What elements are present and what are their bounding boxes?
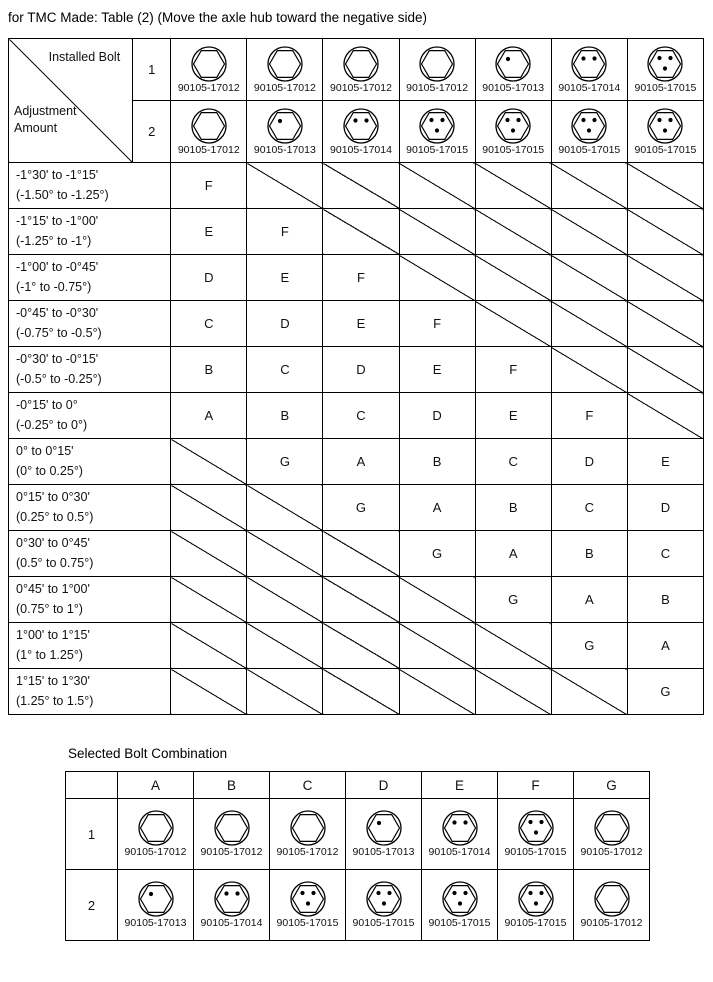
not-applicable-cell: [399, 209, 475, 255]
combination-letter-cell: A: [399, 485, 475, 531]
combination-letter-cell: A: [171, 393, 247, 439]
not-applicable-cell: [551, 255, 627, 301]
combination-letter-cell: D: [551, 439, 627, 485]
not-applicable-cell: [171, 485, 247, 531]
combination-letter-cell: F: [171, 163, 247, 209]
selected-table-corner-cell: [66, 772, 118, 799]
bolt-part-number: 90105-17015: [276, 917, 339, 930]
combination-column-header: C: [270, 772, 346, 799]
bolt-marking-dot: [669, 118, 673, 122]
not-applicable-cell: [171, 669, 247, 715]
bolt-marking-dot: [353, 118, 357, 122]
not-applicable-cell: [323, 209, 399, 255]
installed-bolt-label: Installed Bolt: [48, 50, 121, 64]
adjustment-row: [9, 439, 704, 485]
bolt-head-icon: [438, 880, 482, 918]
combination-letter-cell: E: [247, 255, 323, 301]
bolt-marking-dot: [533, 831, 537, 835]
bolt-part-number: 90105-17015: [406, 143, 469, 156]
combination-letter-cell: F: [323, 255, 399, 301]
adjustment-range-label: [9, 163, 171, 209]
bolt-marking-dot: [533, 902, 537, 906]
bolt-marking-dot: [463, 821, 467, 825]
adjustment-range-line2: (-0.25° to 0°): [16, 417, 88, 432]
bolt-marking-dot: [429, 118, 433, 122]
adjustment-range-line1: 0° to 0°15': [16, 444, 74, 459]
adjustment-row: [9, 531, 704, 577]
not-applicable-cell: [475, 163, 551, 209]
bolt-cell: [475, 101, 551, 163]
not-applicable-cell: [171, 623, 247, 669]
bolt-marking-dot: [435, 128, 439, 132]
combination-column-header: B: [194, 772, 270, 799]
adjustment-range-label: [9, 301, 171, 347]
adjustment-range-label: [9, 209, 171, 255]
installed-bolt-row-number: 1: [133, 39, 171, 101]
bolt-head-icon: [438, 809, 482, 847]
selected-row-number: 1: [66, 799, 118, 870]
combination-letter-cell: E: [399, 347, 475, 393]
not-applicable-cell: [475, 623, 551, 669]
combination-letter-cell: G: [399, 531, 475, 577]
not-applicable-cell: [551, 301, 627, 347]
selected-table-header-row: [66, 772, 650, 799]
bolt-cell: [270, 799, 346, 870]
bolt-cell: [574, 799, 650, 870]
bolt-head-icon: [210, 880, 254, 918]
bolt-cell: [247, 39, 323, 101]
combination-letter-cell: C: [627, 531, 703, 577]
bolt-head-icon: [590, 880, 634, 918]
combination-column-header: G: [574, 772, 650, 799]
bolt-marking-dot: [311, 891, 315, 895]
bolt-head-icon: [134, 809, 178, 847]
adjustment-range-line1: 0°15' to 0°30': [16, 490, 90, 505]
adjustment-row: [9, 301, 704, 347]
adjustment-range-line2: (-1.25° to -1°): [16, 233, 92, 248]
adjustment-range-line1: 0°45' to 1°00': [16, 582, 90, 597]
bolt-head-icon: [187, 45, 231, 83]
bolt-marking-dot: [539, 820, 543, 824]
bolt-head-icon: [590, 809, 634, 847]
bolt-part-number: 90105-17012: [330, 81, 392, 94]
bolt-head-icon: [567, 45, 611, 83]
bolt-cell: [194, 799, 270, 870]
bolt-part-number: 90105-17012: [253, 81, 316, 94]
not-applicable-cell: [551, 669, 627, 715]
not-applicable-cell: [247, 485, 323, 531]
not-applicable-cell: [399, 163, 475, 209]
combination-letter-cell: A: [551, 577, 627, 623]
combination-letter-cell: A: [627, 623, 703, 669]
combination-letter-cell: B: [627, 577, 703, 623]
combination-letter-cell: G: [627, 669, 703, 715]
not-applicable-cell: [627, 301, 703, 347]
bolt-cell: [399, 39, 475, 101]
bolt-marking-dot: [587, 128, 591, 132]
not-applicable-cell: [627, 163, 703, 209]
combination-letter-cell: C: [171, 301, 247, 347]
bolt-marking-dot: [658, 56, 662, 60]
not-applicable-cell: [475, 301, 551, 347]
not-applicable-cell: [551, 347, 627, 393]
bolt-marking-dot: [452, 891, 456, 895]
bolt-head-icon: [514, 880, 558, 918]
adjustment-range-label: [9, 531, 171, 577]
not-applicable-cell: [247, 577, 323, 623]
bolt-cell: [118, 870, 194, 941]
bolt-part-number: 90105-17012: [580, 846, 643, 859]
bolt-marking-dot: [305, 902, 309, 906]
bolt-marking-dot: [593, 118, 597, 122]
adjustment-table: [8, 38, 704, 715]
combination-letter-cell: B: [171, 347, 247, 393]
combination-letter-cell: B: [551, 531, 627, 577]
bolt-cell: [247, 101, 323, 163]
bolt-head-icon: [134, 880, 178, 918]
adjustment-range-line2: (0.75° to 1°): [16, 601, 83, 616]
adjustment-range-line2: (0.25° to 0.5°): [16, 509, 94, 524]
combination-letter-cell: C: [323, 393, 399, 439]
bolt-marking-dot: [582, 118, 586, 122]
adjustment-range-line2: (-1.50° to -1.25°): [16, 187, 109, 202]
adjustment-range-label: [9, 669, 171, 715]
adjustment-row: [9, 485, 704, 531]
bolt-head-icon: [567, 107, 611, 145]
adjustment-range-line2: (1.25° to 1.5°): [16, 693, 94, 708]
bolt-head-icon: [286, 809, 330, 847]
adjustment-range-line1: -1°00' to -0°45': [16, 260, 99, 275]
bolt-part-number: 90105-17015: [428, 917, 491, 930]
not-applicable-cell: [323, 531, 399, 577]
bolt-part-number: 90105-17015: [558, 143, 621, 156]
adjustment-row: [9, 209, 704, 255]
adjustment-range-label: [9, 577, 171, 623]
not-applicable-cell: [247, 623, 323, 669]
combination-letter-cell: D: [323, 347, 399, 393]
combination-letter-cell: C: [551, 485, 627, 531]
bolt-part-number: 90105-17015: [634, 81, 697, 94]
bolt-marking-dot: [440, 118, 444, 122]
not-applicable-cell: [627, 393, 703, 439]
combination-letter-cell: E: [323, 301, 399, 347]
not-applicable-cell: [323, 623, 399, 669]
adjustment-range-line2: (0° to 0.25°): [16, 463, 83, 478]
adjustment-range-line1: 0°30' to 0°45': [16, 536, 90, 551]
bolt-marking-dot: [658, 118, 662, 122]
combination-column-header: F: [498, 772, 574, 799]
combination-letter-cell: D: [627, 485, 703, 531]
selected-bolt-row: [66, 870, 650, 941]
adjustment-range-line1: -0°15' to 0°: [16, 398, 78, 413]
not-applicable-cell: [323, 163, 399, 209]
bolt-marking-dot: [528, 820, 532, 824]
not-applicable-cell: [551, 163, 627, 209]
adjustment-range-label: [9, 485, 171, 531]
bolt-cell: [498, 799, 574, 870]
selected-bolt-row: [66, 799, 650, 870]
bolt-head-icon: [263, 107, 307, 145]
bolt-cell: [574, 870, 650, 941]
adjustment-range-line2: (1° to 1.25°): [16, 647, 83, 662]
bolt-marking-dot: [278, 119, 282, 123]
bolt-cell: [551, 39, 627, 101]
bolt-part-number: 90105-17015: [504, 917, 567, 930]
bolt-cell: [551, 101, 627, 163]
not-applicable-cell: [399, 669, 475, 715]
bolt-cell: [118, 799, 194, 870]
bolt-marking-dot: [376, 821, 380, 825]
combination-letter-cell: E: [475, 393, 551, 439]
combination-letter-cell: C: [475, 439, 551, 485]
adjustment-row: [9, 577, 704, 623]
combination-letter-cell: F: [399, 301, 475, 347]
bolt-marking-dot: [300, 891, 304, 895]
not-applicable-cell: [475, 209, 551, 255]
bolt-head-icon: [643, 45, 687, 83]
bolt-part-number: 90105-17012: [177, 81, 240, 94]
bolt-marking-dot: [452, 821, 456, 825]
bolt-cell: [270, 870, 346, 941]
not-applicable-cell: [627, 209, 703, 255]
combination-letter-cell: B: [399, 439, 475, 485]
bolt-head-icon: [514, 809, 558, 847]
bolt-cell: [346, 799, 422, 870]
bolt-cell: [498, 870, 574, 941]
bolt-cell: [627, 101, 703, 163]
combination-column-header: E: [422, 772, 498, 799]
adjustment-row: [9, 255, 704, 301]
page-title: for TMC Made: Table (2) (Move the axle hub toward the negative side): [8, 10, 427, 25]
combination-letter-cell: G: [475, 577, 551, 623]
not-applicable-cell: [399, 623, 475, 669]
adjustment-range-line1: 1°00' to 1°15': [16, 628, 90, 643]
bolt-cell: [323, 39, 399, 101]
combination-letter-cell: G: [323, 485, 399, 531]
bolt-part-number: 90105-17012: [200, 846, 263, 859]
combination-letter-cell: B: [247, 393, 323, 439]
bolt-marking-dot: [528, 891, 532, 895]
bolt-cell: [171, 101, 247, 163]
bolt-part-number: 90105-17012: [580, 917, 643, 930]
not-applicable-cell: [475, 255, 551, 301]
bolt-marking-dot: [381, 902, 385, 906]
combination-letter-cell: F: [247, 209, 323, 255]
bolt-head-icon: [187, 107, 231, 145]
bolt-cell: [323, 101, 399, 163]
bolt-head-icon: [362, 880, 406, 918]
bolt-marking-dot: [593, 56, 597, 60]
adjustment-range-line1: -1°30' to -1°15': [16, 168, 99, 183]
bolt-part-number: 90105-17015: [634, 143, 697, 156]
bolt-part-number: 90105-17015: [504, 846, 567, 859]
bolt-marking-dot: [506, 57, 510, 61]
bolt-cell: [475, 39, 551, 101]
bolt-cell: [194, 870, 270, 941]
bolt-head-icon: [210, 809, 254, 847]
bolt-marking-dot: [148, 892, 152, 896]
not-applicable-cell: [399, 577, 475, 623]
bolt-marking-dot: [376, 891, 380, 895]
bolt-marking-dot: [669, 56, 673, 60]
not-applicable-cell: [627, 255, 703, 301]
combination-letter-cell: D: [171, 255, 247, 301]
bolt-marking-dot: [457, 902, 461, 906]
combination-letter-cell: F: [551, 393, 627, 439]
bolt-marking-dot: [463, 891, 467, 895]
bolt-part-number: 90105-17013: [352, 846, 415, 859]
adjustment-row: [9, 623, 704, 669]
adjustment-range-line1: 1°15' to 1°30': [16, 674, 90, 689]
bolt-marking-dot: [539, 891, 543, 895]
selected-table-title: Selected Bolt Combination: [68, 746, 228, 761]
not-applicable-cell: [399, 255, 475, 301]
selected-row-number: 2: [66, 870, 118, 941]
bolt-part-number: 90105-17014: [330, 143, 392, 156]
combination-letter-cell: D: [399, 393, 475, 439]
adjustment-range-line2: (-0.5° to -0.25°): [16, 371, 102, 386]
bolt-part-number: 90105-17015: [482, 143, 545, 156]
bolt-head-icon: [491, 45, 535, 83]
combination-letter-cell: C: [247, 347, 323, 393]
bolt-marking-dot: [364, 118, 368, 122]
bolt-cell: [399, 101, 475, 163]
bolt-cell: [422, 870, 498, 941]
adjustment-row: [9, 669, 704, 715]
adjustment-range-line2: (-0.75° to -0.5°): [16, 325, 102, 340]
combination-letter-cell: F: [475, 347, 551, 393]
adjustment-range-label: [9, 393, 171, 439]
bolt-part-number: 90105-17012: [406, 81, 469, 94]
bolt-head-icon: [339, 45, 383, 83]
bolt-marking-dot: [387, 891, 391, 895]
adjustment-range-label: [9, 255, 171, 301]
adjustment-range-line1: -1°15' to -1°00': [16, 214, 99, 229]
adjustment-range-label: [9, 439, 171, 485]
bolt-head-icon: [415, 45, 459, 83]
combination-letter-cell: A: [475, 531, 551, 577]
bolt-part-number: 90105-17012: [124, 846, 187, 859]
bolt-marking-dot: [224, 892, 228, 896]
adjustment-amount-label: Adjustment Amount: [14, 104, 77, 136]
bolt-head-icon: [286, 880, 330, 918]
not-applicable-cell: [323, 669, 399, 715]
adjustment-range-line1: -0°30' to -0°15': [16, 352, 99, 367]
combination-column-header: D: [346, 772, 422, 799]
not-applicable-cell: [247, 669, 323, 715]
adjustment-range-line2: (0.5° to 0.75°): [16, 555, 94, 570]
corner-cell: [9, 39, 133, 163]
bolt-head-icon: [643, 107, 687, 145]
selected-bolt-table: [65, 771, 650, 941]
adjustment-row: [9, 393, 704, 439]
bolt-marking-dot: [582, 56, 586, 60]
bolt-part-number: 90105-17014: [200, 917, 263, 930]
bolt-part-number: 90105-17014: [428, 846, 491, 859]
not-applicable-cell: [323, 577, 399, 623]
not-applicable-cell: [247, 531, 323, 577]
combination-letter-cell: B: [475, 485, 551, 531]
not-applicable-cell: [247, 163, 323, 209]
bolt-head-icon: [415, 107, 459, 145]
bolt-cell: [346, 870, 422, 941]
bolt-marking-dot: [235, 892, 239, 896]
adjustment-range-label: [9, 347, 171, 393]
bolt-marking-dot: [506, 118, 510, 122]
bolt-cell: [171, 39, 247, 101]
combination-column-header: A: [118, 772, 194, 799]
installed-bolt-row: [9, 39, 704, 101]
bolt-head-icon: [491, 107, 535, 145]
combination-letter-cell: G: [551, 623, 627, 669]
bolt-head-icon: [339, 107, 383, 145]
adjustment-row: [9, 347, 704, 393]
not-applicable-cell: [627, 347, 703, 393]
bolt-head-icon: [263, 45, 307, 83]
bolt-part-number: 90105-17013: [482, 81, 545, 94]
bolt-marking-dot: [511, 128, 515, 132]
not-applicable-cell: [551, 209, 627, 255]
bolt-marking-dot: [663, 66, 667, 70]
adjustment-range-line1: -0°45' to -0°30': [16, 306, 99, 321]
combination-letter-cell: A: [323, 439, 399, 485]
combination-letter-cell: E: [627, 439, 703, 485]
bolt-part-number: 90105-17014: [558, 81, 621, 94]
bolt-marking-dot: [663, 128, 667, 132]
bolt-part-number: 90105-17012: [276, 846, 339, 859]
bolt-head-icon: [362, 809, 406, 847]
not-applicable-cell: [171, 439, 247, 485]
combination-letter-cell: G: [247, 439, 323, 485]
bolt-marking-dot: [517, 118, 521, 122]
not-applicable-cell: [171, 577, 247, 623]
bolt-cell: [422, 799, 498, 870]
bolt-part-number: 90105-17012: [177, 143, 240, 156]
adjustment-range-line2: (-1° to -0.75°): [16, 279, 92, 294]
bolt-part-number: 90105-17013: [124, 917, 187, 930]
not-applicable-cell: [171, 531, 247, 577]
not-applicable-cell: [475, 669, 551, 715]
bolt-part-number: 90105-17013: [253, 143, 316, 156]
combination-letter-cell: E: [171, 209, 247, 255]
installed-bolt-row-number: 2: [133, 101, 171, 163]
bolt-part-number: 90105-17015: [352, 917, 415, 930]
adjustment-range-label: [9, 623, 171, 669]
bolt-cell: [627, 39, 703, 101]
adjustment-row: [9, 163, 704, 209]
combination-letter-cell: D: [247, 301, 323, 347]
